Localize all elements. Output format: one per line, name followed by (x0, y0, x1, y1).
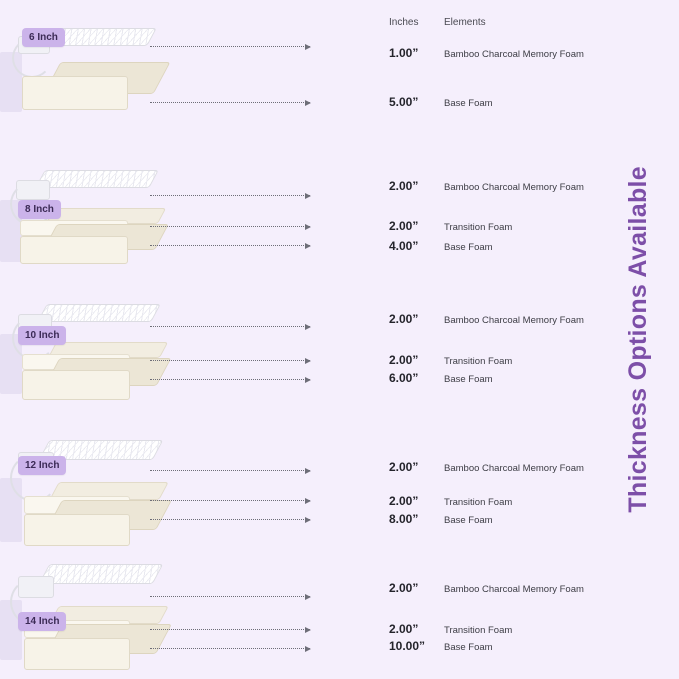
column-header-elements: Elements (444, 17, 486, 28)
page-title-text: Thickness Options Available (623, 166, 652, 513)
measure-value: 6.00” (389, 371, 419, 385)
element-label: Base Foam (444, 515, 493, 526)
measure-value: 2.00” (389, 581, 419, 595)
element-label: Transition Foam (444, 625, 513, 636)
leader-line (150, 226, 310, 228)
row-12-inch (0, 424, 600, 566)
badge-6-inch: 6 Inch (22, 28, 65, 47)
cover-layer (37, 304, 161, 322)
leader-line (150, 470, 310, 472)
row-6-inch (0, 0, 600, 136)
cover-layer (39, 564, 164, 584)
leader-line (150, 245, 310, 247)
row-8-inch (0, 150, 600, 290)
base-foam-front (20, 236, 128, 264)
measure-value: 2.00” (389, 494, 419, 508)
element-label: Transition Foam (444, 497, 513, 508)
leader-line (150, 519, 310, 521)
badge-10-inch: 10 Inch (18, 326, 66, 345)
leader-line (150, 195, 310, 197)
measure-value: 2.00” (389, 179, 419, 193)
element-label: Transition Foam (444, 222, 513, 233)
base-foam-front (24, 638, 130, 670)
measure-value: 2.00” (389, 312, 419, 326)
measure-value: 2.00” (389, 460, 419, 474)
row-10-inch (0, 282, 600, 422)
measure-value: 2.00” (389, 353, 419, 367)
base-foam-front (22, 76, 128, 110)
element-label: Base Foam (444, 642, 493, 653)
leader-line (150, 326, 310, 328)
element-label: Base Foam (444, 98, 493, 109)
element-label: Bamboo Charcoal Memory Foam (444, 315, 584, 326)
element-label: Bamboo Charcoal Memory Foam (444, 463, 584, 474)
measure-value: 2.00” (389, 622, 419, 636)
measure-value: 5.00” (389, 95, 419, 109)
element-label: Bamboo Charcoal Memory Foam (444, 584, 584, 595)
column-header-inches: Inches (389, 17, 419, 28)
element-label: Base Foam (444, 242, 493, 253)
leader-line (150, 46, 310, 48)
element-label: Transition Foam (444, 356, 513, 367)
cover-layer (35, 170, 159, 188)
measure-value: 2.00” (389, 219, 419, 233)
row-14-inch (0, 556, 600, 679)
element-label: Bamboo Charcoal Memory Foam (444, 49, 584, 60)
measure-value: 1.00” (389, 46, 419, 60)
measure-value: 4.00” (389, 239, 419, 253)
leader-line (150, 500, 310, 502)
leader-line (150, 360, 310, 362)
badge-12-inch: 12 Inch (18, 456, 66, 475)
base-foam-front (22, 370, 130, 400)
element-label: Base Foam (444, 374, 493, 385)
leader-line (150, 379, 310, 381)
element-label: Bamboo Charcoal Memory Foam (444, 182, 584, 193)
leader-line (150, 629, 310, 631)
measure-value: 8.00” (389, 512, 419, 526)
leader-line (150, 596, 310, 598)
base-foam-front (24, 514, 130, 546)
measure-value: 10.00” (389, 639, 426, 653)
leader-line (150, 648, 310, 650)
badge-14-inch: 14 Inch (18, 612, 66, 631)
leader-line (150, 102, 310, 104)
page-title (603, 0, 673, 679)
badge-8-inch: 8 Inch (18, 200, 61, 219)
